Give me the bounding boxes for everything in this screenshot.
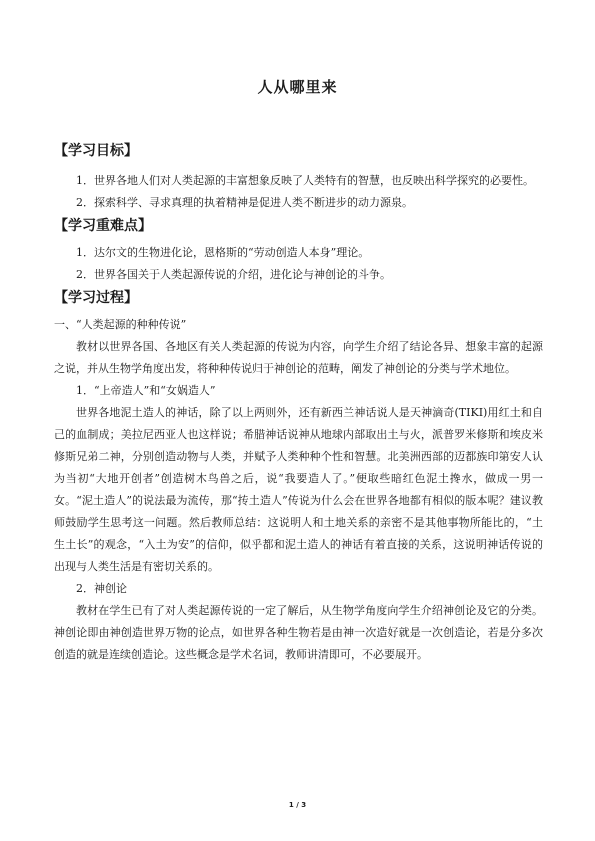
process-sub1-paragraph: 世界各地泥土造人的神话，除了以上两则外，还有新西兰神话说人是天神滴奇(TIKI)用红土和自己的血制成；美拉尼西亚人也这样说；希腊神话说神从地球内部取出土与火，派普罗米修斯和埃皮米修斯兄弟二神，分别创造动物与人类，并赋予人类种种个性和智慧。北美洲西部的迈都族印第安人认为当初“大地开创者”创造树木鸟兽之后，说“我要造人了。”便取些暗红色泥土搀水，做成一男一女。“泥土造人”的说法最为流传，那“抟土造人”传说为什么会在世界各地都有相似的版本呢？建议教师鼓励学生思考这一问题。然后教师总结：这说明人和土地关系的亲密不是其他事物所能比的，“土生土长”的观念，“入土为安”的信仰，似乎都和泥土造人的神话有着直接的关系，这说明神话传说的出现与人类生活是有密切关系的。 [54, 406, 543, 573]
process-sub2-title: 2．神创论 [76, 582, 127, 595]
process-part1-paragraph: 教材以世界各国、各地区有关人类起源的传说为内容，向学生介绍了结论各异、想象丰富的起源之说，并从生物学角度出发，将种种传说归于神创论的范畴，阐发了神创论的分类与学术地位。 [54, 340, 543, 375]
section-heading-goals: 【学习目标】 [54, 143, 138, 159]
goal-item-2: 2．探索科学、寻求真理的执着精神是促进人类不断进步的动力源泉。 [76, 196, 413, 209]
goal-item-1: 1．世界各地人们对人类起源的丰富想象反映了人类特有的智慧，也反映出科学探究的必要性。 [76, 174, 534, 187]
process-part1-title: 一、“人类起源的种种传说” [54, 318, 187, 331]
document-body [54, 142, 543, 666]
section-heading-process: 【学习过程】 [54, 290, 138, 306]
page-number: 1 / 3 [288, 801, 307, 809]
process-sub1-title: 1．“上帝造人”和“女娲造人” [76, 384, 216, 397]
section-heading-key-points: 【学习重难点】 [54, 218, 152, 234]
page-title: 人从哪里来 [257, 78, 338, 96]
process-sub2-paragraph: 教材在学生已有了对人类起源传说的一定了解后，从生物学角度向学生介绍神创论及它的分类。神创论即由神创造世界万物的论点，如世界各种生物若是由神一次造好就是一次创造论，若是分多次创造的就是连续创造论。这些概念是学术名词，教师讲清即可，不必要展开。 [54, 604, 543, 661]
key-point-item-2: 2．世界各国关于人类起源传说的介绍，进化论与神创论的斗争。 [76, 268, 391, 281]
key-point-item-1: 1．达尔文的生物进化论，恩格斯的“劳动创造人本身”理论。 [76, 246, 370, 259]
